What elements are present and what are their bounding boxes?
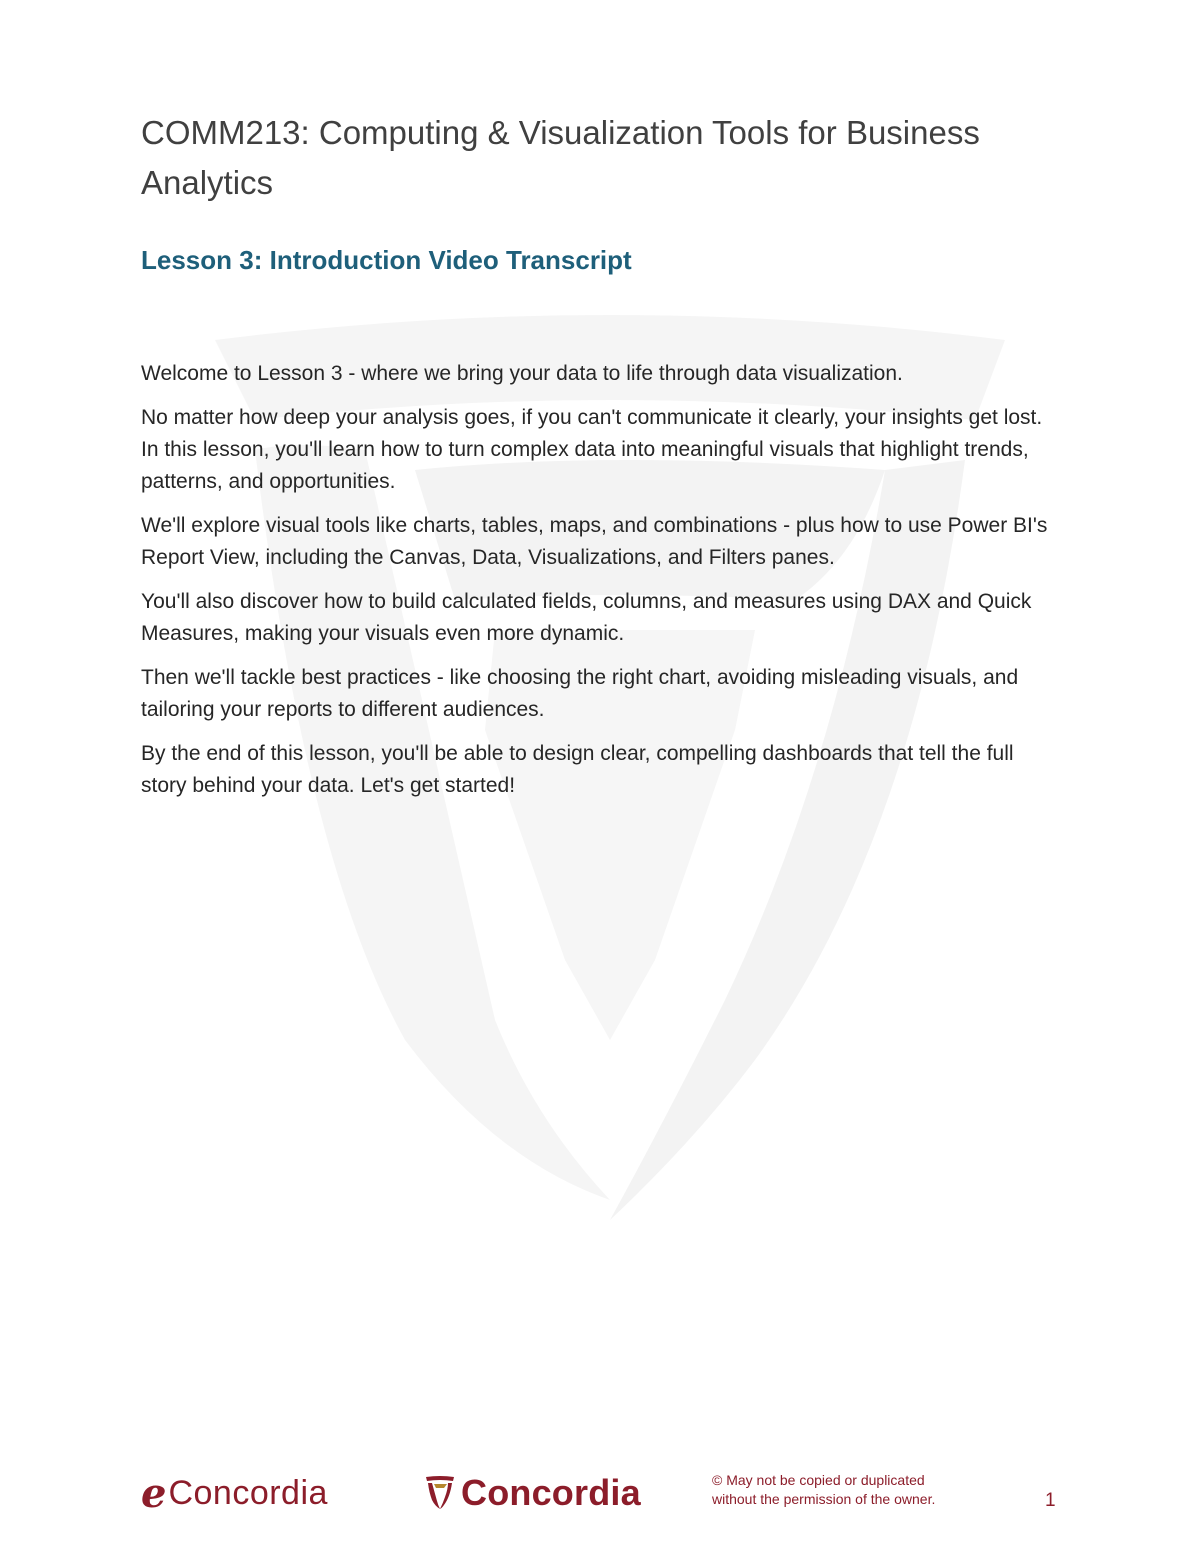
transcript-text xyxy=(141,358,1061,814)
lesson-heading: Lesson 3: Introduction Video Transcript xyxy=(141,245,632,275)
paragraph: Welcome to Lesson 3 - where we bring your data to life through data visualization. xyxy=(141,362,903,385)
paragraph: We'll explore visual tools like charts, tables, maps, and combinations - plus how to use Power BI's Report View, including the Canvas, Data, Visualizations, and Filters panes. xyxy=(141,514,1048,569)
paragraph: Then we'll tackle best practices - like choosing the right chart, avoiding misleading visuals, and tailoring your reports to different audiences. xyxy=(141,666,1019,721)
econcordia-logo-text: Concordia xyxy=(168,1473,328,1512)
paragraph: No matter how deep your analysis goes, if you can't communicate it clearly, your insights get lost. In this lesson, you'll learn how to turn complex data into meaningful visuals that highlight trends, patterns, and opportunities. xyxy=(141,406,1043,493)
econcordia-logo xyxy=(141,1468,328,1518)
econcordia-logo-mark: e xyxy=(141,1469,167,1517)
paragraph: By the end of this lesson, you'll be able to design clear, compelling dashboards that tell the full story behind your data. Let's get started! xyxy=(141,742,1014,797)
copyright-notice xyxy=(712,1471,935,1509)
concordia-logo-text: Concordia xyxy=(461,1472,641,1513)
copyright-line: without the permission of the owner. xyxy=(712,1491,936,1507)
page-footer xyxy=(0,1440,1200,1540)
paragraph: You'll also discover how to build calculated fields, columns, and measures using DAX and Quick Measures, making your visuals even more dynamic. xyxy=(141,590,1032,645)
page-number: 1 xyxy=(1045,1490,1056,1511)
document-title: COMM213: Computing & Visualization Tools for Business Analytics xyxy=(141,114,980,201)
concordia-shield-icon xyxy=(425,1475,455,1511)
concordia-logo xyxy=(425,1468,641,1518)
copyright-line: © May not be copied or duplicated xyxy=(712,1472,925,1488)
